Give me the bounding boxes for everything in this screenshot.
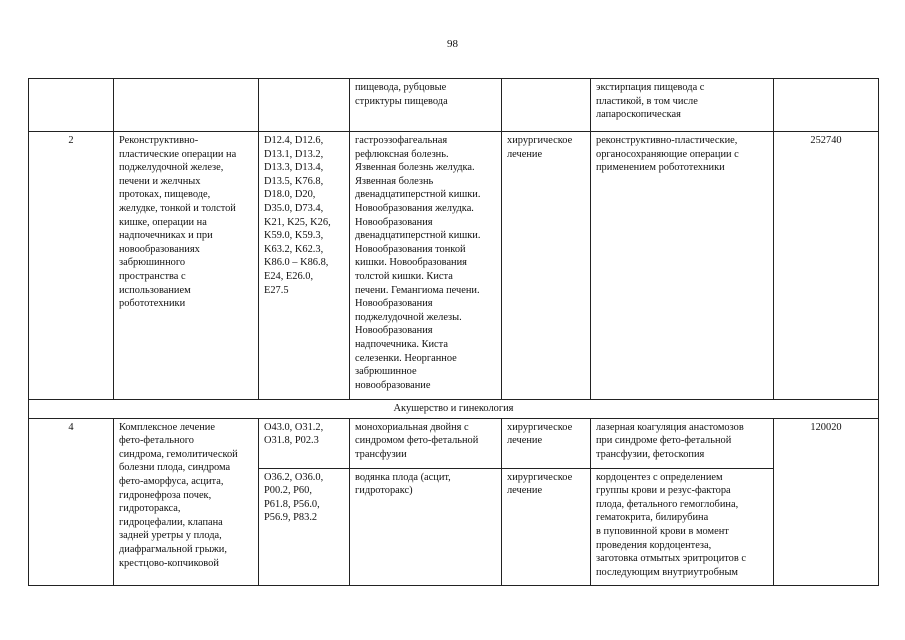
text-line: гематокрита, билирубина — [596, 512, 709, 524]
text-line: протоках, пищеводе, — [119, 189, 211, 201]
text-line: D35.0, D73.4, — [264, 202, 324, 214]
text-line: D13.3, D13.4, — [264, 162, 324, 174]
text-line: D13.5, K76.8, — [264, 175, 324, 187]
text-line: болезни плода, синдрома — [119, 462, 231, 474]
text-line: гидронефроза почек, — [119, 489, 212, 501]
text-line: новообразованиях — [119, 243, 200, 255]
text-line: двенадцатиперстной кишки. — [355, 189, 481, 201]
text-line: надпочечника. Киста — [355, 338, 448, 350]
text-line: синдромом фето-фетальной — [355, 435, 479, 447]
section-title: Акушерство и гинекология — [29, 400, 879, 419]
text-line: водянка плода (асцит, — [355, 471, 451, 483]
text-line: новообразование — [355, 379, 431, 391]
cell-treatment — [502, 79, 591, 132]
treatment-method — [591, 132, 774, 400]
text-line: Язвенная болезнь — [355, 175, 434, 187]
text-line: лечение — [507, 148, 543, 160]
text-line: селезенки. Неорганное — [355, 352, 457, 364]
text-line: надпочечниках и при — [119, 230, 213, 242]
cell-num — [29, 79, 114, 132]
text-line: O36.2, O36.0, — [264, 471, 324, 483]
icd-codes — [259, 418, 350, 468]
text-line: P56.9, P83.2 — [264, 512, 318, 524]
text-line: E24, E26.0, — [264, 270, 314, 282]
text-line: Язвенная болезнь желудка. — [355, 162, 475, 174]
text-line: крестцово-копчиковой — [119, 557, 219, 569]
text-line: синдрома, гемолитической — [119, 448, 238, 460]
text-line: хирургическое — [507, 135, 573, 146]
cell-name — [114, 79, 259, 132]
text-line: печени. Гемангиома печени. — [355, 284, 480, 296]
text-line: пластикой, в том числе — [596, 95, 698, 107]
text-line: использованием — [119, 284, 191, 296]
text-line: гидроцефалии, клапана — [119, 516, 223, 528]
text-line: при синдроме фето-фетальной — [596, 435, 732, 447]
text-line: Новообразования — [355, 298, 433, 310]
text-line: K63.2, K62.3, — [264, 243, 324, 255]
text-line: кишки. Новообразования — [355, 257, 467, 269]
text-line: фето-аморфуса, асцита, — [119, 475, 224, 487]
text-line: Новообразования — [355, 216, 433, 228]
text-line: D18.0, D20, — [264, 189, 316, 201]
table-row — [29, 418, 879, 468]
text-line: реконструктивно-пластические, — [596, 135, 738, 146]
text-line: забрюшинное — [355, 366, 417, 378]
intervention-name — [114, 132, 259, 400]
text-line: пространства с — [119, 270, 186, 282]
patient-model — [350, 468, 502, 585]
text-line: стриктуры пищевода — [355, 95, 448, 107]
text-line: задней уретры у плода, — [119, 530, 222, 542]
text-line: Реконструктивно- — [119, 135, 199, 146]
text-line: пищевода, рубцовые — [355, 82, 447, 93]
patient-model — [350, 418, 502, 468]
icd-codes — [259, 468, 350, 585]
treatment-type — [502, 418, 591, 468]
text-line: пластические операции на — [119, 148, 237, 160]
patient-model — [350, 132, 502, 400]
row-number: 4 — [29, 418, 114, 585]
text-line: O43.0, O31.2, — [264, 421, 324, 433]
cell-cost — [774, 79, 879, 132]
text-line: хирургическое — [507, 471, 573, 483]
text-line: лапароскопическая — [596, 109, 681, 121]
treatment-type — [502, 468, 591, 585]
row-number: 2 — [29, 132, 114, 400]
text-line: рефлюксная болезнь. — [355, 148, 449, 160]
text-line: гидроторакса, — [119, 503, 181, 515]
text-line: робототехники — [119, 298, 186, 310]
text-line: Новообразования тонкой — [355, 243, 466, 255]
text-line: кордоцентез с определением — [596, 471, 723, 483]
text-line: фето-фетального — [119, 435, 194, 447]
cell-method — [591, 79, 774, 132]
text-line: хирургическое — [507, 421, 573, 433]
standard-cost: 252740 — [774, 132, 879, 400]
text-line: D13.1, D13.2, — [264, 148, 324, 160]
treatment-type — [502, 132, 591, 400]
text-line: лазерная коагуляция анастомозов — [596, 421, 744, 433]
text-line: плода, фетального гемоглобина, — [596, 498, 739, 510]
text-line: поджелудочной железы. — [355, 311, 462, 323]
text-line: группы крови и резус-фактора — [596, 485, 731, 497]
text-line: печени и желчных — [119, 175, 201, 187]
text-line: органосохраняющие операции с — [596, 148, 739, 160]
text-line: P00.2, P60, — [264, 485, 312, 497]
text-line: диафрагмальной грыжи, — [119, 543, 227, 555]
text-line: Новообразования — [355, 325, 433, 337]
text-line: O31.8, P02.3 — [264, 435, 319, 447]
text-line: желудке, тонкой и толстой — [119, 202, 236, 214]
treatment-method — [591, 418, 774, 468]
text-line: Комплексное лечение — [119, 421, 215, 433]
text-line: применением робототехники — [596, 162, 725, 174]
cell-codes — [259, 79, 350, 132]
continuation-row — [29, 79, 879, 132]
text-line: лечение — [507, 435, 543, 447]
cell-diagnosis — [350, 79, 502, 132]
text-line: проведения кордоцентеза, — [596, 539, 712, 551]
icd-codes — [259, 132, 350, 400]
text-line: K21, K25, K26, — [264, 216, 331, 228]
text-line: D12.4, D12.6, — [264, 135, 324, 146]
text-line: заготовка отмытых эритроцитов с — [596, 553, 746, 565]
text-line: гидроторакс) — [355, 485, 413, 497]
text-line: лечение — [507, 485, 543, 497]
text-line: последующим внутриутробным — [596, 566, 739, 578]
text-line: P61.8, P56.0, — [264, 498, 320, 510]
text-line: экстирпация пищевода с — [596, 82, 705, 93]
text-line: толстой кишки. Киста — [355, 270, 453, 282]
intervention-name — [114, 418, 259, 585]
treatment-table — [28, 78, 879, 586]
text-line: в пуповинной крови в момент — [596, 525, 729, 537]
text-line: K59.0, K59.3, — [264, 230, 324, 242]
text-line: Новообразования желудка. — [355, 202, 474, 214]
text-line: монохориальная двойня с — [355, 421, 469, 433]
text-line: E27.5 — [264, 284, 289, 296]
text-line: K86.0 – K86.8, — [264, 257, 329, 269]
text-line: гастроэзофагеальная — [355, 135, 448, 146]
text-line: кишке, операции на — [119, 216, 207, 228]
text-line: забрюшинного — [119, 257, 186, 269]
section-row — [29, 400, 879, 419]
text-line: двенадцатиперстной кишки. — [355, 230, 481, 242]
standard-cost: 120020 — [774, 418, 879, 585]
table-row — [29, 132, 879, 400]
treatment-method — [591, 468, 774, 585]
page-number: 98 — [447, 38, 458, 50]
text-line: трансфузии, фетоскопия — [596, 448, 705, 460]
text-line: трансфузии — [355, 448, 407, 460]
text-line: поджелудочной железе, — [119, 162, 224, 174]
